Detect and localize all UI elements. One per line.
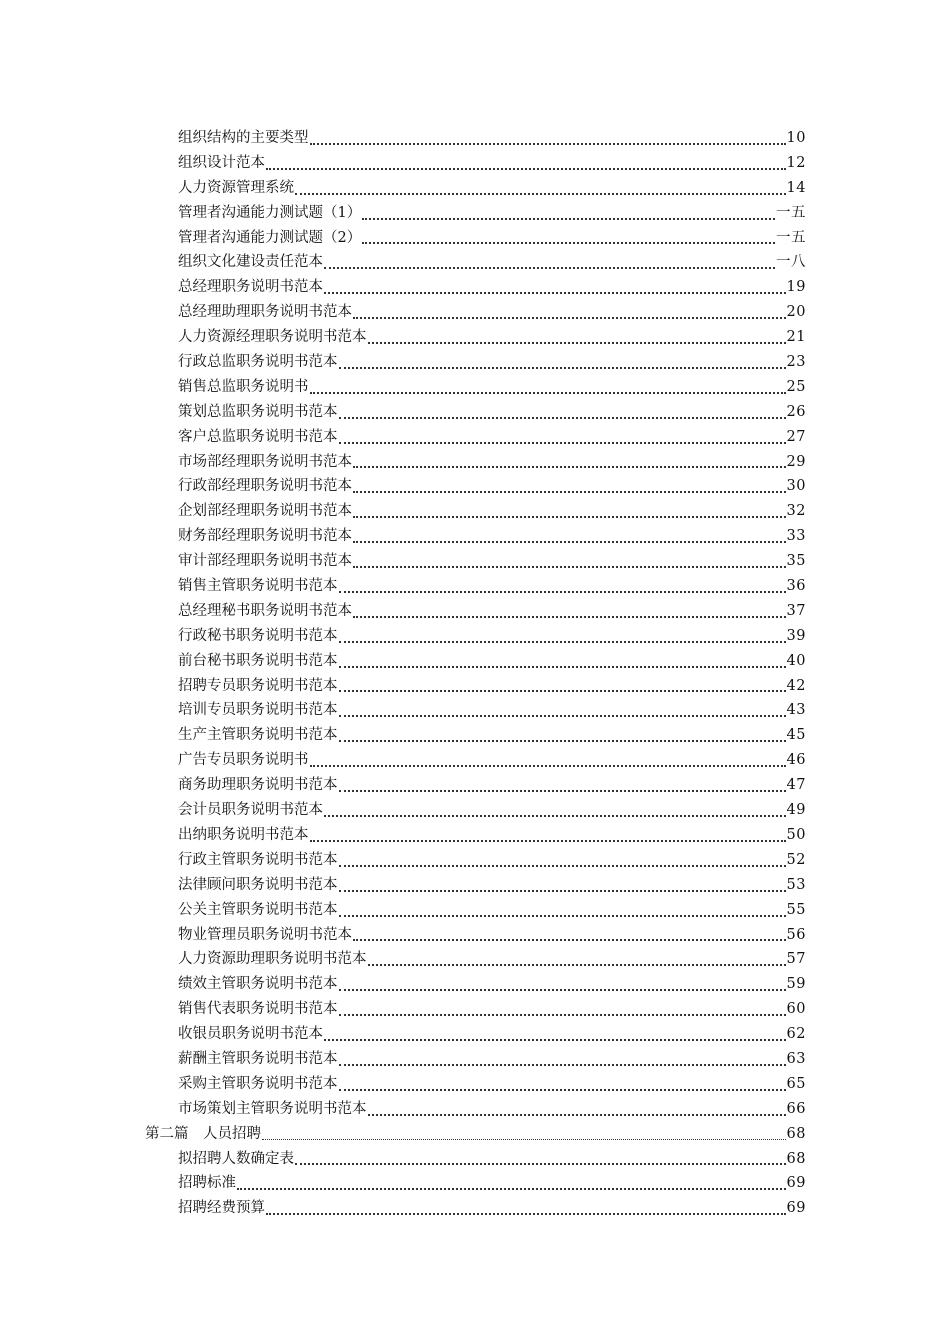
- toc-entry-title: 物业管理员职务说明书范本: [178, 926, 352, 943]
- toc-entry[interactable]: [0, 1171, 806, 1196]
- toc-entry-page-number: 30: [786, 478, 806, 495]
- toc-entry-page-number: 46: [786, 752, 806, 769]
- toc-entry[interactable]: [0, 300, 806, 325]
- toc-entry-title: 销售总监职务说明书: [178, 378, 309, 395]
- toc-entry[interactable]: [0, 873, 806, 898]
- toc-dot-leader: [310, 375, 786, 400]
- toc-dot-leader: [339, 773, 786, 798]
- toc-dot-leader: [339, 574, 786, 599]
- toc-entry-page-number: 42: [786, 677, 806, 694]
- toc-entry-title: 管理者沟通能力测试题（2）: [178, 229, 362, 246]
- toc-entry-page-number: 36: [786, 578, 806, 595]
- toc-dot-leader: [324, 275, 786, 300]
- toc-entry-title: 公关主管职务说明书范本: [178, 901, 338, 918]
- toc-entry[interactable]: [0, 674, 806, 699]
- toc-entry-page-number: 29: [786, 453, 806, 470]
- toc-entry-page-number: 49: [786, 802, 806, 819]
- toc-entry-page-number: 52: [786, 851, 806, 868]
- toc-entry[interactable]: [0, 898, 806, 923]
- toc-entry-title: 客户总监职务说明书范本: [178, 428, 338, 445]
- toc-entry-page-number: 19: [786, 279, 806, 296]
- toc-dot-leader: [353, 549, 786, 574]
- toc-entry-title: 招聘标准: [178, 1175, 236, 1192]
- toc-entry-title: 收银员职务说明书范本: [178, 1026, 323, 1043]
- toc-entry-title: 招聘专员职务说明书范本: [178, 677, 338, 694]
- toc-entry-title: 采购主管职务说明书范本: [178, 1075, 338, 1092]
- toc-entry-page-number: 45: [786, 727, 806, 744]
- toc-dot-leader: [353, 300, 786, 325]
- toc-entry-title: 人力资源助理职务说明书范本: [178, 951, 367, 968]
- toc-entry-title: 总经理秘书职务说明书范本: [178, 602, 352, 619]
- toc-entry-page-number: 一八: [776, 254, 806, 271]
- toc-entry-title: 销售主管职务说明书范本: [178, 578, 338, 595]
- toc-entry[interactable]: [0, 1196, 806, 1221]
- toc-entry[interactable]: [0, 474, 806, 499]
- toc-entry-page-number: 14: [786, 179, 806, 196]
- toc-entry-page-number: 69: [786, 1200, 806, 1217]
- toc-entry-title: 策划总监职务说明书范本: [178, 403, 338, 420]
- toc-entry-page-number: 68: [786, 1150, 806, 1167]
- toc-dot-leader: [262, 1122, 786, 1147]
- toc-entry-title: 会计员职务说明书范本: [178, 802, 323, 819]
- toc-entry-title: 管理者沟通能力测试题（1）: [178, 204, 362, 221]
- toc-entry-page-number: 65: [786, 1075, 806, 1092]
- toc-entry[interactable]: [0, 649, 806, 674]
- toc-entry-title: 总经理职务说明书范本: [178, 279, 323, 296]
- toc-entry-title: 招聘经费预算: [178, 1200, 265, 1217]
- toc-dot-leader: [324, 250, 775, 275]
- toc-dot-leader: [339, 848, 786, 873]
- toc-entry-page-number: 一五: [776, 204, 806, 221]
- toc-entry-page-number: 57: [786, 951, 806, 968]
- toc-entry-page-number: 32: [786, 503, 806, 520]
- toc-entry[interactable]: [0, 773, 806, 798]
- toc-entry[interactable]: [0, 972, 806, 997]
- toc-dot-leader: [339, 873, 786, 898]
- toc-dot-leader: [353, 499, 786, 524]
- toc-entry-title: 行政总监职务说明书范本: [178, 354, 338, 371]
- toc-dot-leader: [353, 599, 786, 624]
- toc-entry-title: 法律顾问职务说明书范本: [178, 876, 338, 893]
- toc-entry[interactable]: [0, 599, 806, 624]
- toc-entry[interactable]: [0, 201, 806, 226]
- toc-entry-title: 前台秘书职务说明书范本: [178, 652, 338, 669]
- toc-entry-title: 培训专员职务说明书范本: [178, 702, 338, 719]
- toc-entry-page-number: 20: [786, 304, 806, 321]
- toc-entry[interactable]: [0, 923, 806, 948]
- toc-entry-page-number: 10: [786, 130, 806, 146]
- toc-entry-page-number: 27: [786, 428, 806, 445]
- toc-entry-title: 广告专员职务说明书: [178, 752, 309, 769]
- toc-entry[interactable]: [0, 997, 806, 1022]
- toc-entry-page-number: 55: [786, 901, 806, 918]
- toc-dot-leader: [339, 898, 786, 923]
- toc-entry-page-number: 69: [786, 1175, 806, 1192]
- toc-dot-leader: [362, 201, 775, 226]
- toc-entry-title: 总经理助理职务说明书范本: [178, 304, 352, 321]
- toc-entry-title: 市场部经理职务说明书范本: [178, 453, 352, 470]
- toc-entry-page-number: 68: [786, 1125, 806, 1142]
- toc-entry-page-number: 26: [786, 403, 806, 420]
- toc-entry[interactable]: [0, 549, 806, 574]
- toc-entry-title: 薪酬主管职务说明书范本: [178, 1050, 338, 1067]
- toc-entry-page-number: 12: [786, 154, 806, 171]
- toc-entry[interactable]: [0, 275, 806, 300]
- toc-entry-page-number: 60: [786, 1001, 806, 1018]
- toc-entry-title: 财务部经理职务说明书范本: [178, 528, 352, 545]
- toc-entry[interactable]: [0, 176, 806, 201]
- toc-entry[interactable]: [0, 1047, 806, 1072]
- toc-dot-leader: [266, 151, 786, 176]
- toc-entry-page-number: 59: [786, 976, 806, 993]
- toc-entry-title: 审计部经理职务说明书范本: [178, 553, 352, 570]
- toc-entry-page-number: 23: [786, 354, 806, 371]
- toc-entry[interactable]: [0, 126, 806, 151]
- toc-dot-leader: [339, 425, 786, 450]
- toc-entry[interactable]: [0, 400, 806, 425]
- toc-dot-leader: [339, 674, 786, 699]
- toc-entry-page-number: 47: [786, 777, 806, 794]
- toc-entry[interactable]: [0, 375, 806, 400]
- toc-entry[interactable]: [0, 1022, 806, 1047]
- toc-dot-leader: [310, 823, 786, 848]
- toc-dot-leader: [353, 474, 786, 499]
- toc-dot-leader: [339, 1072, 786, 1097]
- toc-entry-page-number: 37: [786, 602, 806, 619]
- toc-entry-title: 第二篇 人员招聘: [145, 1125, 261, 1142]
- toc-entry[interactable]: [0, 325, 806, 350]
- toc-dot-leader: [368, 325, 786, 350]
- toc-dot-leader: [324, 798, 786, 823]
- toc-entry[interactable]: [0, 425, 806, 450]
- toc-dot-leader: [362, 226, 775, 251]
- toc-entry-title: 组织文化建设责任范本: [178, 254, 323, 271]
- toc-entry[interactable]: [0, 624, 806, 649]
- toc-entry-title: 企划部经理职务说明书范本: [178, 503, 352, 520]
- toc-entry-title: 人力资源经理职务说明书范本: [178, 329, 367, 346]
- toc-entry[interactable]: [0, 226, 806, 251]
- toc-entry-title: 商务助理职务说明书范本: [178, 777, 338, 794]
- toc-dot-leader: [339, 972, 786, 997]
- toc-entry[interactable]: [0, 848, 806, 873]
- toc-entry-title: 市场策划主管职务说明书范本: [178, 1100, 367, 1117]
- toc-entry[interactable]: [0, 450, 806, 475]
- toc-entry-title: 组织设计范本: [178, 154, 265, 171]
- toc-entry[interactable]: [0, 1097, 806, 1122]
- toc-entry-page-number: 56: [786, 926, 806, 943]
- toc-entry-page-number: 62: [786, 1026, 806, 1043]
- toc-dot-leader: [368, 1097, 786, 1122]
- toc-dot-leader: [237, 1171, 786, 1196]
- toc-entry[interactable]: [0, 350, 806, 375]
- toc-entry-title: 行政部经理职务说明书范本: [178, 478, 352, 495]
- toc-entry[interactable]: [0, 574, 806, 599]
- toc-entry[interactable]: [0, 823, 806, 848]
- toc-entry[interactable]: [0, 1147, 806, 1172]
- toc-entry[interactable]: [0, 947, 806, 972]
- toc-entry-page-number: 50: [786, 826, 806, 843]
- toc-entry[interactable]: [0, 151, 806, 176]
- toc-entry-title: 组织结构的主要类型: [178, 130, 309, 146]
- toc-dot-leader: [266, 1196, 786, 1221]
- toc-dot-leader: [310, 126, 786, 151]
- toc-dot-leader: [295, 1147, 786, 1172]
- toc-entry-page-number: 43: [786, 702, 806, 719]
- toc-entry-page-number: 63: [786, 1050, 806, 1067]
- toc-entry[interactable]: [0, 748, 806, 773]
- toc-dot-leader: [310, 748, 786, 773]
- toc-dot-leader: [339, 698, 786, 723]
- toc-entry-page-number: 21: [786, 329, 806, 346]
- toc-entry-page-number: 53: [786, 876, 806, 893]
- toc-entry-page-number: 一五: [776, 229, 806, 246]
- toc-entry-title: 行政主管职务说明书范本: [178, 851, 338, 868]
- toc-entry-title: 行政秘书职务说明书范本: [178, 627, 338, 644]
- toc-dot-leader: [295, 176, 786, 201]
- toc-entry[interactable]: [0, 499, 806, 524]
- toc-entry[interactable]: [0, 798, 806, 823]
- toc-entry-title: 出纳职务说明书范本: [178, 826, 309, 843]
- toc-entry-page-number: 35: [786, 553, 806, 570]
- toc-entry-title: 生产主管职务说明书范本: [178, 727, 338, 744]
- toc-entry-page-number: 40: [786, 652, 806, 669]
- toc-entry-page-number: 25: [786, 378, 806, 395]
- toc-dot-leader: [339, 723, 786, 748]
- toc-dot-leader: [324, 1022, 786, 1047]
- toc-dot-leader: [339, 400, 786, 425]
- toc-entry-page-number: 39: [786, 627, 806, 644]
- toc-entry[interactable]: [0, 723, 806, 748]
- toc-dot-leader: [353, 524, 786, 549]
- toc-dot-leader: [339, 997, 786, 1022]
- toc-entry-page-number: 33: [786, 528, 806, 545]
- toc-dot-leader: [339, 624, 786, 649]
- toc-entry-title: 拟招聘人数确定表: [178, 1150, 294, 1167]
- toc-entry-title: 人力资源管理系统: [178, 179, 294, 196]
- toc-entry[interactable]: [0, 1122, 806, 1147]
- toc-entry[interactable]: [0, 250, 806, 275]
- toc-dot-leader: [339, 649, 786, 674]
- toc-entry[interactable]: [0, 524, 806, 549]
- toc-entry-title: 销售代表职务说明书范本: [178, 1001, 338, 1018]
- toc-dot-leader: [353, 923, 786, 948]
- table-of-contents: [0, 126, 950, 1221]
- toc-entry[interactable]: [0, 1072, 806, 1097]
- toc-dot-leader: [368, 947, 786, 972]
- toc-dot-leader: [353, 450, 786, 475]
- toc-entry-title: 绩效主管职务说明书范本: [178, 976, 338, 993]
- toc-dot-leader: [339, 350, 786, 375]
- toc-entry-page-number: 66: [786, 1100, 806, 1117]
- toc-entry[interactable]: [0, 698, 806, 723]
- toc-dot-leader: [339, 1047, 786, 1072]
